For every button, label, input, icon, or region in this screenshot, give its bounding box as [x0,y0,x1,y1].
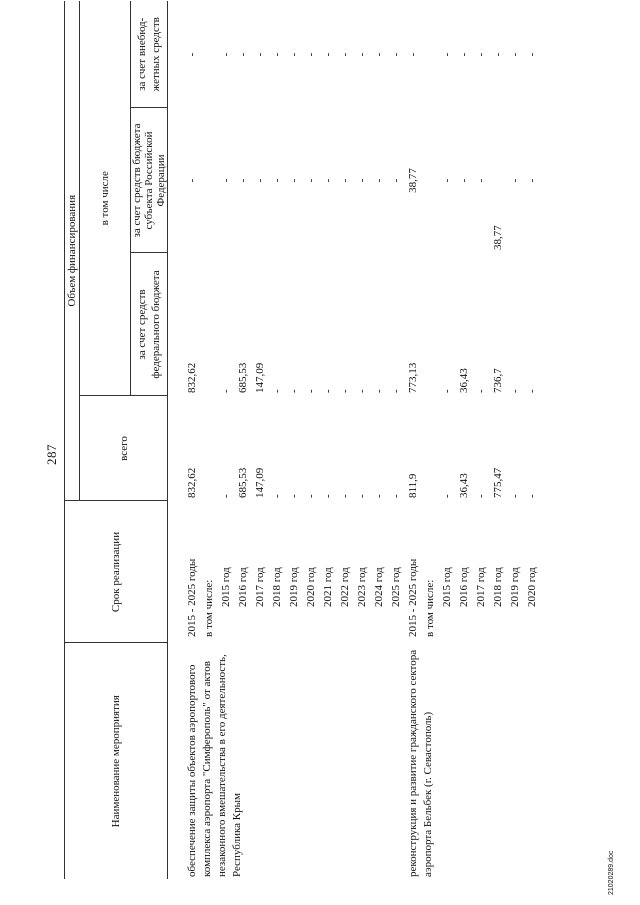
extrabudget-cell: - [356,52,368,57]
extrabudget-cell [423,1,440,108]
federal-cell [202,253,219,396]
extrabudget-cell: - [390,52,402,57]
regional-cell: - [339,178,351,183]
period-cell: 2017 год [475,567,487,607]
extrabudget-cell: - [475,52,487,57]
event-name-cell: обеспечение защиты объектов аэропортового комплекса аэропорта "Симферополь" от актов незаконного вмешательства в его деятельность, Республика Крым [186,654,243,877]
total-cell: - [526,494,538,498]
period-cell: 2016 год [237,567,249,607]
period-cell: 2017 год [254,567,266,607]
federal-cell: - [373,389,385,393]
period-cell: 2020 год [526,567,538,607]
federal-cell: - [288,389,300,393]
funding-table [64,1,542,879]
regional-cell: - [441,178,453,183]
federal-cell: - [390,389,402,393]
period-cell: в том числе: [424,579,436,637]
total-cell: 775,47 [492,467,504,498]
period-cell: 2018 год [492,567,504,607]
total-cell: 36,43 [458,473,470,498]
federal-cell: 36,43 [458,368,470,393]
total-cell: 832,62 [186,467,198,498]
federal-cell: - [441,389,453,393]
federal-cell: - [509,389,521,393]
federal-cell: 685,53 [237,362,249,393]
page-number: 287 [44,444,59,465]
regional-cell: - [254,178,266,183]
total-cell: - [339,494,351,498]
total-cell: - [220,494,232,498]
table-row [185,1,202,879]
federal-cell: 832,62 [186,362,198,393]
regional-cell: - [390,178,402,183]
federal-cell: - [322,389,334,393]
header-event-name: Наименование мероприятия [65,643,168,879]
extrabudget-cell: - [254,52,266,57]
table-row [406,1,423,879]
period-cell: 2015 - 2025 годы [407,558,419,637]
period-cell: 2024 год [373,567,385,607]
total-cell: - [390,494,402,498]
period-cell: 2018 год [271,567,283,607]
regional-cell: - [526,178,538,183]
header-regional: за счет средств бюджета субъекта Российской Федерации [131,108,168,253]
event-name-cell: реконструкция и развитие гражданского сектора аэропорта Бельбек (г. Севастополь) [407,649,434,877]
extrabudget-cell: - [339,52,351,57]
total-cell: - [288,494,300,498]
total-cell: - [441,494,453,498]
regional-cell [423,108,440,253]
regional-cell: - [305,178,317,183]
header-including: в том числе [80,1,131,396]
extrabudget-cell: - [322,52,334,57]
regional-cell: - [356,178,368,183]
regional-cell: 38,77 [492,225,504,250]
extrabudget-cell: - [288,52,300,57]
period-cell: 2019 год [288,567,300,607]
federal-cell: - [271,389,283,393]
regional-cell: - [322,178,334,183]
extrabudget-cell: - [237,52,249,57]
federal-cell [423,253,440,396]
extrabudget-cell: - [526,52,538,57]
extrabudget-cell: - [441,52,453,57]
regional-cell: - [271,178,283,183]
header-federal: за счет средств федерального бюджета [131,253,168,396]
federal-cell: - [339,389,351,393]
total-cell: - [322,494,334,498]
federal-cell: - [356,389,368,393]
total-cell: - [509,494,521,498]
total-cell: 811,9 [407,473,419,498]
regional-cell: - [220,178,232,183]
extrabudget-cell: - [509,52,521,57]
period-cell: 2023 год [356,567,368,607]
extrabudget-cell: - [271,52,283,57]
period-cell: 2016 год [458,567,470,607]
period-cell: 2021 год [322,567,334,607]
regional-cell: - [458,178,470,183]
extrabudget-cell [202,1,219,108]
regional-cell: - [373,178,385,183]
period-cell: 2025 год [390,567,402,607]
total-cell: 685,53 [237,467,249,498]
total-cell: - [475,494,487,498]
header-total: всего [80,396,168,501]
extrabudget-cell: - [407,52,419,57]
regional-cell: - [237,178,249,183]
period-cell: 2015 год [220,567,232,607]
extrabudget-cell: - [492,52,504,57]
total-cell: - [356,494,368,498]
period-cell: 2022 год [339,567,351,607]
period-cell: 2015 - 2025 годы [186,558,198,637]
period-cell: 2020 год [305,567,317,607]
extrabudget-cell: - [305,52,317,57]
period-cell: в том числе: [203,579,215,637]
federal-cell: - [305,389,317,393]
federal-cell: 147,09 [254,362,266,393]
total-cell: - [271,494,283,498]
extrabudget-cell: - [186,52,198,57]
total-cell [202,396,219,501]
extrabudget-cell: - [220,52,232,57]
federal-cell: 773,13 [407,362,419,393]
header-extrabudget: за счет внебюд-жетных средств [131,1,168,108]
federal-cell: - [526,389,538,393]
header-period: Срок реализации [65,501,168,643]
federal-cell: 736,7 [492,368,504,393]
total-cell [423,396,440,501]
total-cell: - [305,494,317,498]
header-funding-volume: Объем финансирования [65,1,80,501]
period-cell: 2019 год [509,567,521,607]
extrabudget-cell: - [373,52,385,57]
total-cell: 147,09 [254,467,266,498]
period-cell: 2015 год [441,567,453,607]
extrabudget-cell: - [458,52,470,57]
regional-cell: - [288,178,300,183]
regional-cell [202,108,219,253]
regional-cell: - [475,178,487,183]
regional-cell: 38,77 [407,168,419,193]
file-code: 21020289.doc [608,850,615,895]
regional-cell: - [186,178,198,183]
total-cell: - [373,494,385,498]
federal-cell: - [475,389,487,393]
regional-cell: - [509,178,521,183]
federal-cell: - [220,389,232,393]
